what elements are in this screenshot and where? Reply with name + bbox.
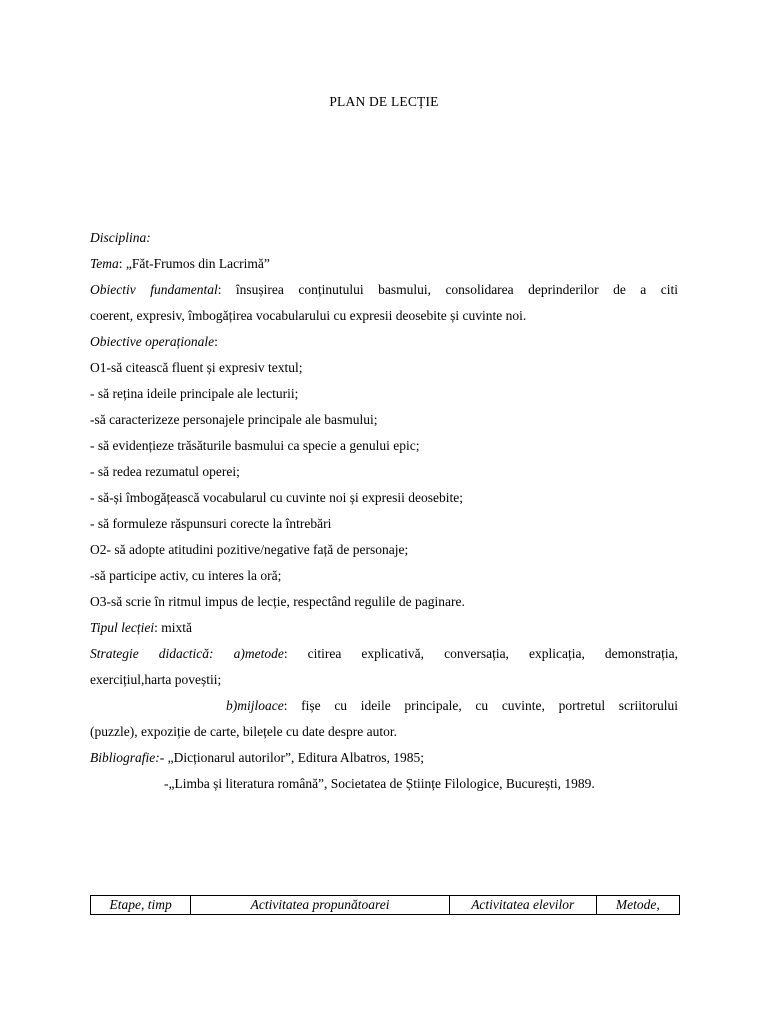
objective-item: - să evidențieze trăsăturile basmului ca specie a genului epic; — [90, 438, 420, 453]
table-header-row — [91, 896, 680, 915]
objective-item: O1-să citească fluent și expresiv textul; — [90, 360, 303, 375]
objective-item: O3-să scrie în ritmul impus de lecție, respectând regulile de paginare. — [90, 594, 465, 609]
lesson-table-grid — [90, 895, 680, 915]
bibliography-line-1 — [90, 745, 678, 771]
methods-label: a)metode — [233, 646, 284, 661]
bibliography-label: Bibliografie: — [90, 750, 160, 765]
objectives-operational-label: Obiective operaționale — [90, 334, 215, 349]
table-header-cell: Activitatea elevilor — [449, 896, 596, 915]
discipline-line — [90, 225, 678, 251]
objective-fundamental-label: Obiectiv fundamental — [90, 282, 218, 297]
methods-line-2: exercițiul,harta poveștii; — [90, 672, 222, 687]
objective-fundamental-line-2: coerent, expresiv, îmbogățirea vocabularului cu expresii deosebite și cuvinte noi. — [90, 308, 527, 323]
strategy-line — [90, 641, 678, 667]
tema-value: : „Făt-Frumos din Lacrimă” — [118, 256, 270, 271]
strategy-label: Strategie didactică — [90, 646, 210, 661]
strategy-colon: : — [209, 646, 234, 661]
lesson-type-value: : mixtă — [154, 620, 192, 635]
discipline-label: Disciplina — [90, 230, 147, 245]
means-label: b)mijloace — [226, 698, 284, 713]
tema-line — [90, 251, 678, 277]
objective-item: O2- să adopte atitudini pozitive/negative față de personaje; — [90, 542, 409, 557]
objective-fundamental-text: : însușirea conținutului basmului, consolidarea deprinderilor de a citi — [217, 282, 678, 297]
objectives-operational-colon: : — [214, 334, 218, 349]
lesson-type-label: Tipul lecției — [90, 620, 155, 635]
discipline-colon: : — [146, 230, 151, 245]
means-value: : fișe cu ideile principale, cu cuvinte, portretul scriitorului — [283, 698, 678, 713]
tema-label: Tema — [90, 256, 119, 271]
lesson-type-line — [90, 615, 678, 641]
table-header-cell: Etape, timp — [91, 896, 191, 915]
bibliography-item-1: - „Dicționarul autorilor”, Editura Albatros, 1985; — [159, 750, 425, 765]
objective-item: - să-și îmbogățească vocabularul cu cuvinte noi și expresii deosebite; — [90, 490, 464, 505]
objective-item: -să participe activ, cu interes la oră; — [90, 568, 282, 583]
objectives-operational-line — [90, 329, 678, 355]
objective-fundamental-line-1 — [90, 277, 678, 303]
document-title: PLAN DE LECȚIE — [329, 94, 439, 109]
objective-item: - să formuleze răspunsuri corecte la întrebări — [90, 516, 332, 531]
lesson-table — [90, 895, 680, 915]
means-line-2: (puzzle), expoziție de carte, bilețele cu date despre autor. — [90, 724, 397, 739]
table-header-cell: Metode, — [596, 896, 679, 915]
objective-item: - să redea rezumatul operei; — [90, 464, 240, 479]
bibliography-item-2: -„Limba și literatura română”, Societatea de Științe Filologice, București, 1989. — [164, 776, 595, 791]
table-header-cell: Activitatea propunătoarei — [191, 896, 450, 915]
methods-value: : citirea explicativă, conversația, explicația, demonstrația, — [283, 646, 678, 661]
objective-item: -să caracterizeze personajele principale ale basmului; — [90, 412, 378, 427]
means-line — [90, 693, 678, 719]
objective-item: - să rețina ideile principale ale lecturii; — [90, 386, 299, 401]
lesson-plan-body — [90, 225, 678, 797]
